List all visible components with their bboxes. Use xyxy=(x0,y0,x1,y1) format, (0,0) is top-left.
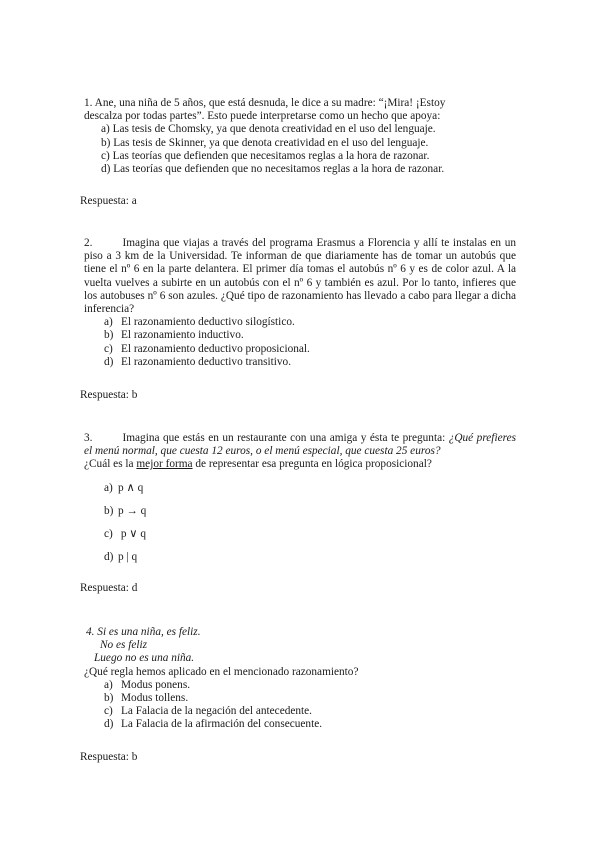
question-3-option-c-text: p ∨ q xyxy=(118,527,147,540)
question-2-answer: Respuesta: b xyxy=(80,389,138,401)
question-2-number: 2. xyxy=(84,237,93,249)
question-2-option-d-text: El razonamiento deductivo transitivo. xyxy=(121,355,292,368)
question-2-option-d xyxy=(84,356,516,369)
question-3-question-pre: ¿Cuál es la xyxy=(84,458,137,471)
question-4-option-c-text: La Falacia de la negación del antecedente. xyxy=(121,705,312,718)
question-1-answer: Respuesta: a xyxy=(80,195,137,207)
question-4-conclusion: Luego no es una niña. xyxy=(94,652,195,665)
question-4-premise-2: No es feliz xyxy=(100,639,148,652)
question-4-premise-1: 4. Si es una niña, es feliz. xyxy=(86,626,201,638)
question-4-option-b-text: Modus tollens. xyxy=(121,692,189,705)
question-1-option-b: b) Las tesis de Skinner, ya que denota creatividad en el uso del lenguaje. xyxy=(101,136,429,149)
question-2-option-d-letter: d) xyxy=(104,355,114,368)
question-2-option-a-letter: a) xyxy=(104,316,113,329)
question-2 xyxy=(84,237,516,369)
question-3-quote: ¿Qué prefieres el menú normal, que cuesta 12 euros, o el menú especial, que cuesta 25 euros? xyxy=(84,432,516,458)
question-2-option-b-text: El razonamiento inductivo. xyxy=(121,329,244,342)
question-4-option-a-letter: a) xyxy=(104,678,113,691)
question-3-option-d-text: p | q xyxy=(118,550,138,563)
question-3-option-a xyxy=(84,482,516,495)
question-3-text xyxy=(84,432,516,458)
question-3-option-b-letter: b) xyxy=(104,504,114,517)
question-4-answer: Respuesta: b xyxy=(80,751,138,763)
question-4-option-c-letter: c) xyxy=(104,705,113,718)
question-3-answer: Respuesta: d xyxy=(80,582,138,594)
question-3-option-a-text: p ∧ q xyxy=(118,481,144,494)
question-3-number: 3. xyxy=(84,432,93,444)
question-4-option-b xyxy=(84,692,516,705)
question-4 xyxy=(84,626,516,732)
question-4-option-c xyxy=(84,705,516,718)
question-3-question-underlined: mejor forma xyxy=(136,458,193,471)
question-2-option-b xyxy=(84,329,516,342)
question-1-option-d: d) Las teorías que defienden que no necesitamos reglas a la hora de razonar. xyxy=(101,163,445,176)
question-4-option-a xyxy=(84,679,516,692)
question-3 xyxy=(84,432,516,574)
question-1 xyxy=(84,97,516,176)
question-4-question: ¿Qué regla hemos aplicado en el mencionado razonamiento? xyxy=(84,665,359,678)
question-3-option-c xyxy=(84,528,516,541)
question-3-option-b xyxy=(84,505,516,518)
question-1-option-a: a) Las tesis de Chomsky, ya que denota creatividad en el uso del lenguaje. xyxy=(101,123,436,136)
question-2-option-a-text: El razonamiento deductivo silogístico. xyxy=(121,316,295,329)
question-4-option-d-letter: d) xyxy=(104,718,114,731)
question-2-option-c-letter: c) xyxy=(104,342,113,355)
question-2-option-b-letter: b) xyxy=(104,329,114,342)
question-3-question-post: de representar esa pregunta en lógica proposicional? xyxy=(192,458,432,471)
question-3-option-c-letter: c) xyxy=(104,527,113,540)
question-1-option-c: c) Las teorías que defienden que necesitamos reglas a la hora de razonar. xyxy=(101,149,430,162)
question-4-option-b-letter: b) xyxy=(104,692,114,705)
question-4-option-a-text: Modus ponens. xyxy=(121,678,191,691)
question-1-text-line-2: descalza por todas partes”. Esto puede interpretarse como un hecho que apoya: xyxy=(84,110,441,123)
question-4-option-d xyxy=(84,718,516,731)
question-1-text-line-1: 1. Ane, una niña de 5 años, que está desnuda, le dice a su madre: “¡Mira! ¡Estoy xyxy=(84,97,446,109)
question-3-question xyxy=(84,458,516,471)
question-2-text xyxy=(84,237,516,316)
question-2-option-c-text: El razonamiento deductivo proposicional. xyxy=(121,342,310,355)
question-4-option-d-text: La Falacia de la afirmación del consecuente. xyxy=(121,718,323,731)
question-3-body: Imagina que estás en un restaurante con una amiga y ésta te pregunta: xyxy=(122,432,449,444)
question-3-option-d-letter: d) xyxy=(104,550,114,563)
question-3-option-a-letter: a) xyxy=(104,481,113,494)
question-2-option-c xyxy=(84,343,516,356)
question-2-body: Imagina que viajas a través del programa Erasmus a Florencia y allí te instalas en un piso a 3 km de la Universidad. Te informan de que diariamente has de tomar un autobús que tiene el nº 6 en la parte delantera. El primer día tomas el autobús nº 6 y es de color azul. A la vuelta vuelves a subirte en un autobús con el nº 6 y también es azul. Por lo tanto, infieres que los autobuses nº 6 son azules. ¿Qué tipo de razonamiento has llevado a cabo para llegar a dicha inferencia? xyxy=(84,237,516,316)
question-3-option-b-text: p → q xyxy=(118,504,147,517)
question-3-option-d xyxy=(84,551,516,564)
question-2-option-a xyxy=(84,316,516,329)
